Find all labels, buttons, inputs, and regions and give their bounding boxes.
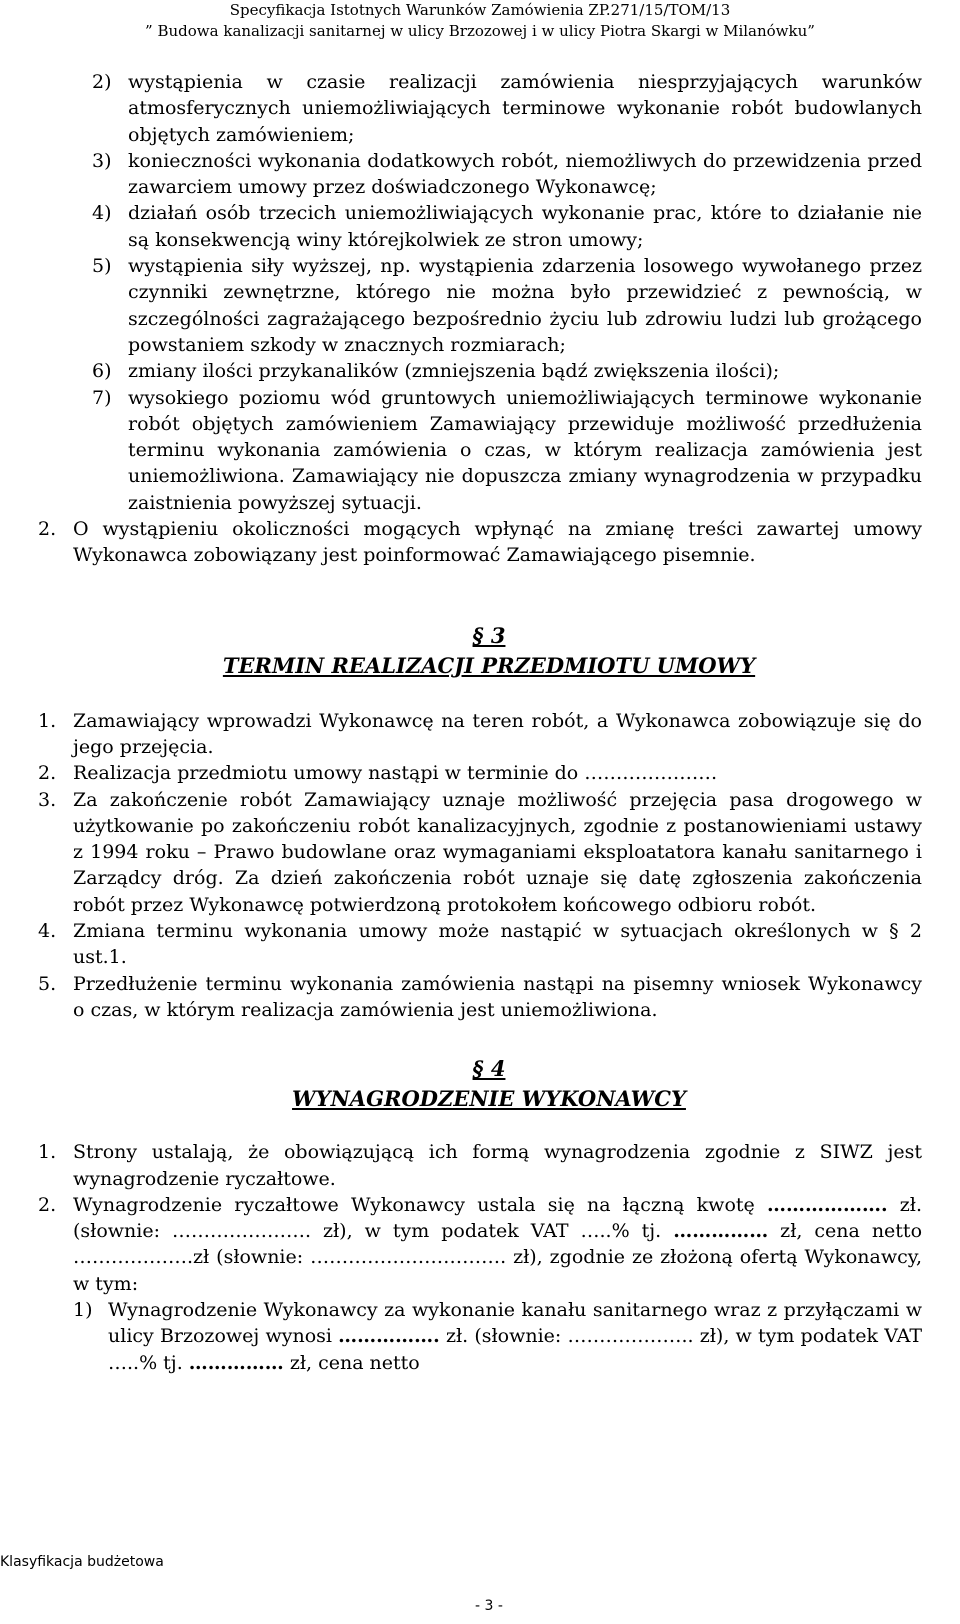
item-number: 1. xyxy=(38,709,57,732)
amount-placeholder: …………… xyxy=(673,1220,769,1243)
page-number: - 3 - xyxy=(475,1598,503,1614)
list-item-number: 4) xyxy=(92,202,112,225)
section-3-item xyxy=(0,760,960,786)
list-item xyxy=(0,148,960,201)
item-number: 1. xyxy=(38,1141,57,1164)
item-text: Zamawiający wprowadzi Wykonawcę na teren robót, a Wykonawca zobowiązuje się do jego przejęcia. xyxy=(73,709,922,758)
list-item-number: 6) xyxy=(92,360,112,383)
section-4-subitem xyxy=(0,1297,960,1376)
item-number: 4. xyxy=(38,920,57,943)
paragraph-number: 2. xyxy=(38,518,57,541)
section-3-item xyxy=(0,708,960,761)
subitem-number: 1) xyxy=(73,1298,93,1321)
item-text: Strony ustalają, że obowiązującą ich formą wynagrodzenia zgodnie z SIWZ jest wynagrodzenie ryczałtowe. xyxy=(73,1141,922,1190)
section-3-sign: § 3 xyxy=(472,622,506,648)
page-header xyxy=(0,0,960,42)
document-body xyxy=(0,69,960,1376)
list-item-number: 5) xyxy=(92,255,112,278)
list-item-text: wysokiego poziomu wód gruntowych uniemożliwiających terminowe wykonanie robót objętych zamówieniem Zamawiający przewiduje możliwość przedłużenia terminu wykonania zamówienia o czas, w którym realizacja zamówienia jest uniemożliwiona. Zamawiający nie dopuszcza zmiany wynagrodzenia w przypadku zaistnienia powyższej sytuacji. xyxy=(128,386,922,514)
list-item-text: wystąpienia siły wyższej, np. wystąpienia zdarzenia losowego wywołanego przez czynniki zewnętrzne, którego nie można było przewidzieć z pewnością, w szczególności zagrażającego bezpośrednio życiu lub zdrowiu ludzi lub grożącego powstaniem szkody w znacznych rozmiarach; xyxy=(128,255,922,356)
footer-budget-classification: Klasyfikacja budżetowa xyxy=(0,1554,164,1570)
item-text-part: Wynagrodzenie ryczałtowe Wykonawcy ustala się na łączną kwotę xyxy=(73,1193,767,1216)
list-item xyxy=(0,385,960,516)
header-project-title: ” Budowa kanalizacji sanitarnej w ulicy Brzozowej i w ulicy Piotra Skargi w Milanówku” xyxy=(145,22,815,40)
item-text: Realizacja przedmiotu umowy nastąpi w terminie do ………………… xyxy=(73,762,718,785)
section-3-item xyxy=(0,971,960,1024)
item-number: 2. xyxy=(38,1193,57,1216)
header-spec-title: Specyfikacja Istotnych Warunków Zamówienia ZP.271/15/TOM/13 xyxy=(229,1,731,19)
section-3-item xyxy=(0,918,960,971)
item-text: Przedłużenie terminu wykonania zamówienia nastąpi na pisemny wniosek Wykonawcy o czas, w którym realizacja zamówienia jest uniemożliwiona. xyxy=(73,972,922,1021)
paragraph-point-2 xyxy=(0,516,960,569)
section-4-item xyxy=(0,1139,960,1192)
list-item-number: 3) xyxy=(92,149,112,172)
section-3-title: TERMIN REALIZACJI PRZEDMIOTU UMOWY xyxy=(222,652,756,678)
list-item xyxy=(0,200,960,253)
list-item-number: 2) xyxy=(92,71,112,93)
list-item-text: zmiany ilości przykanalików (zmniejszenia bądź zwiększenia ilości); xyxy=(128,360,780,383)
list-item xyxy=(0,253,960,358)
list-item xyxy=(0,69,960,148)
subitem-text-part: zł. (słownie: ……………….. zł), w tym podatek VAT …..% tj. xyxy=(108,1325,922,1374)
list-item xyxy=(0,358,960,384)
list-item-text: wystąpienia w czasie realizacji zamówienia niesprzyjających warunków atmosferycznych uniemożliwiających terminowe wykonanie robót budowlanych objętych zamówieniem; xyxy=(128,71,922,146)
section-4-item xyxy=(0,1192,960,1297)
item-number: 5. xyxy=(38,972,57,995)
subitem-text-part: zł, cena netto xyxy=(283,1351,420,1374)
section-3-item xyxy=(0,787,960,918)
list-item-number: 7) xyxy=(92,386,112,409)
item-text: Zmiana terminu wykonania umowy może nastąpić w sytuacjach określonych w § 2 ust.1. xyxy=(73,920,922,969)
section-4-sign: § 4 xyxy=(472,1056,506,1082)
amount-placeholder: ……………. xyxy=(338,1325,440,1348)
section-4-title: WYNAGRODZENIE WYKONAWCY xyxy=(292,1086,686,1112)
item-text-part: zł, cena netto ……………….zł (słownie: …………………………. zł), zgodnie ze złożoną ofertą Wykonawcy, w tym: xyxy=(73,1220,923,1295)
paragraph-text: O wystąpieniu okoliczności mogących wpłynąć na zmianę treści zawartej umowy Wykonawca zobowiązany jest poinformować Zamawiającego pisemnie. xyxy=(73,518,922,567)
item-text-part: zł. (słownie: …………………. zł), w tym podatek VAT …..% tj. xyxy=(73,1193,922,1243)
subitem-text-part: Wynagrodzenie Wykonawcy za wykonanie kanału sanitarnego wraz z przyłączami w ulicy Brzozowej wynosi xyxy=(108,1298,922,1348)
list-item-text: działań osób trzecich uniemożliwiających wykonanie prac, które to działanie nie są konsekwencją winy którejkolwiek ze stron umowy; xyxy=(128,202,922,251)
item-number: 2. xyxy=(38,762,57,785)
item-text: Za zakończenie robót Zamawiający uznaje możliwość przejęcia pasa drogowego w użytkowanie po zakończeniu robót kanalizacyjnych, zgodnie z postanowieniami ustawy z 1994 roku – Prawo budowlane oraz wymaganiami eksploatatora kanału sanitarnego i Zarządcy dróg. Za dzień zakończenia robót uznaje się datę zgłoszenia zakończenia robót przez Wykonawcę potwierdzoną protokołem końcowego odbioru robót. xyxy=(73,788,922,916)
amount-placeholder: …………… xyxy=(188,1351,284,1374)
list-item-text: konieczności wykonania dodatkowych robót, niemożliwych do przewidzenia przed zawarciem umowy przez doświadczonego Wykonawcę; xyxy=(128,149,922,199)
item-number: 3. xyxy=(38,788,57,811)
amount-placeholder: ………………. xyxy=(766,1193,888,1216)
